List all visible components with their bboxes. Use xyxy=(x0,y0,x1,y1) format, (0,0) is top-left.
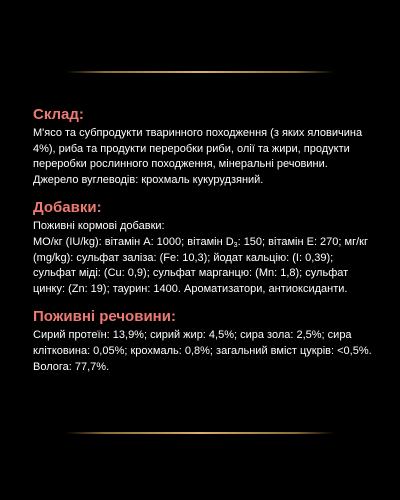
nutrients-body xyxy=(33,328,378,375)
additives-list xyxy=(33,235,378,297)
composition-body xyxy=(33,126,378,188)
top-gold-divider xyxy=(66,71,334,73)
bottom-gold-divider xyxy=(66,432,334,434)
additives-body xyxy=(33,219,378,297)
additives-text-part1: МО/кг (IU/kg): вітамін А: 1000; вітамін D xyxy=(33,235,234,248)
composition-ingredients: М'ясо та субпродукти тваринного походження (з яких яловичина 4%), риба та продукти переробки риби, олії та жири, продукти переробки рослинного походження, мінеральні речовини. xyxy=(33,127,363,171)
nutrients-values: Сирий протеїн: 13,9%; сирий жир: 4,5%; сира зола: 2,5%; сира клітковина: 0,05%; крохмаль: 0,8%; загальний вміст цукрів: <0,5%. Волога: 77,7%. xyxy=(33,329,372,373)
composition-carbohydrate-source: Джерело вуглеводів: крохмаль кукурудзяний. xyxy=(33,173,264,186)
composition-section xyxy=(33,106,378,188)
nutrients-heading: Поживні речовини: xyxy=(33,308,176,326)
label-content xyxy=(33,106,378,375)
vitamin-d-subscript: 3 xyxy=(233,241,238,249)
additives-section xyxy=(33,199,378,297)
additives-intro: Поживні кормові добавки: xyxy=(33,220,165,233)
additives-text-part2: : 150; вітамін Е: 270; мг/кг (mg/kg): сульфат заліза: (Fe: 10,3); йодат кальцію: (I: 0,39); сульфат міді: (Cu: 0,9); сульфат марганцю: (Mn: 1,8); сульфат цинку: (Zn: 19); таурин: 1400. Ароматизатори, антиоксиданти. xyxy=(33,235,368,295)
composition-heading: Склад: xyxy=(33,106,84,123)
additives-heading: Добавки: xyxy=(33,199,102,217)
nutrients-section xyxy=(33,308,378,375)
